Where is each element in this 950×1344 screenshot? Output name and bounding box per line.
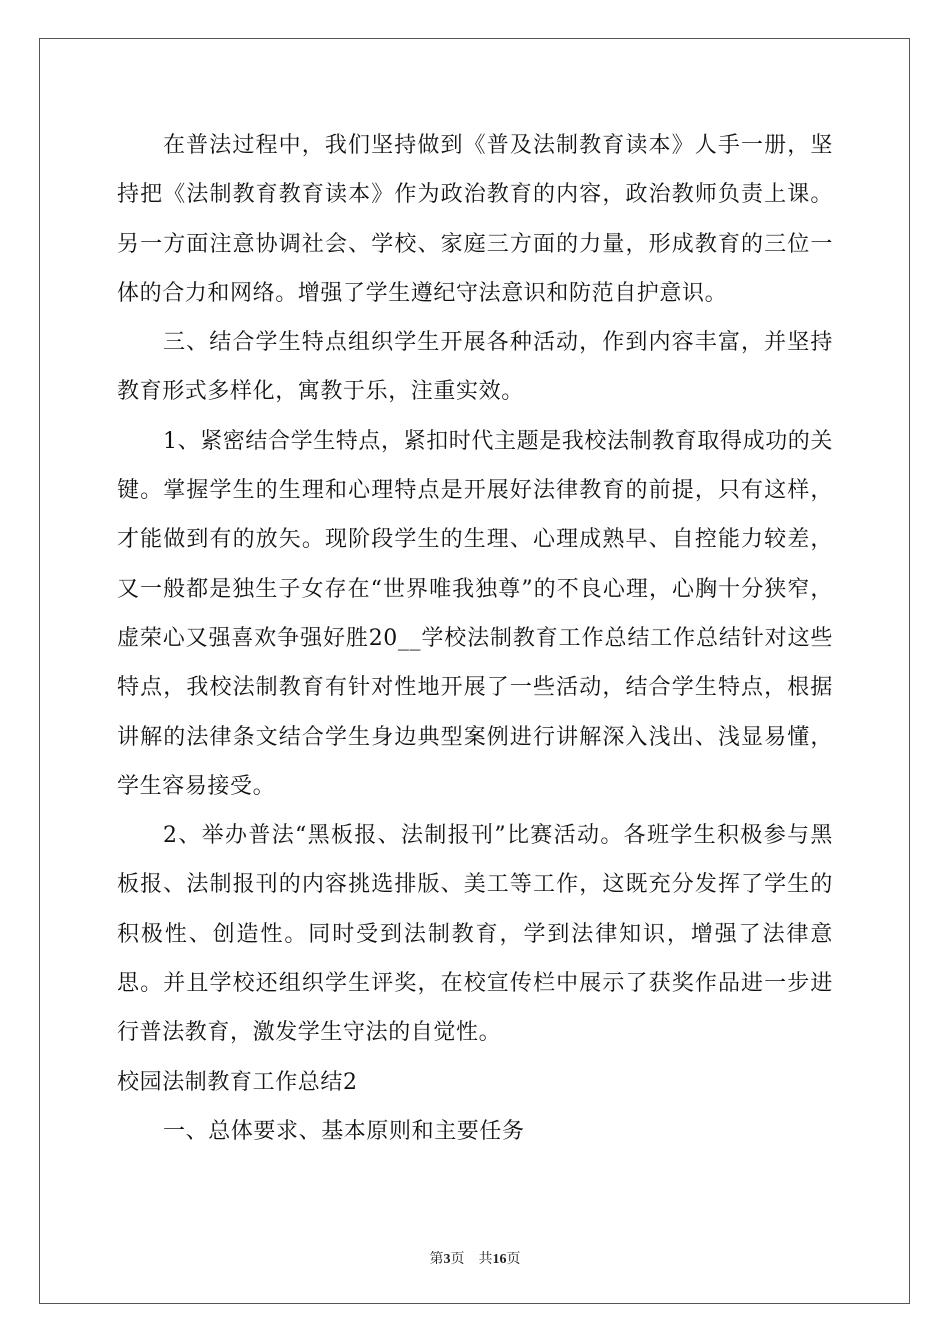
total-prefix: 共	[478, 1252, 493, 1267]
page-prefix: 第	[429, 1252, 444, 1267]
page-suffix: 页	[450, 1252, 465, 1267]
page-number: 3	[443, 1252, 451, 1267]
section-title: 校园法制教育工作总结2	[117, 1069, 358, 1095]
paragraph-3: 1、紧密结合学生特点，紧扣时代主题是我校法制教育取得成功的关键。掌握学生的生理和心理特点是开展好法律教育的前提，只有这样，才能做到有的放矢。现阶段学生的生理、心理成熟早、自控能力较差，又一般都是独生子女存在“世界唯我独尊”的不良心理，心胸十分狭窄，虚荣心又强喜欢争强好胜20__学校法制教育工作总结工作总结针对这些特点，我校法制教育有针对性地开展了一些活动，结合学生特点，根据讲解的法律条文结合学生身边典型案例进行讲解深入浅出、浅显易懂，学生容易接受。	[117, 428, 833, 799]
total-suffix: 页	[506, 1252, 521, 1267]
paragraph-2: 三、结合学生特点组织学生开展各种活动，作到内容丰富，并坚持教育形式多样化，寓教于乐，注重实效。	[117, 330, 833, 405]
paragraph-4: 2、举办普法“黑板报、法制报刊”比赛活动。各班学生积极参与黑板报、法制报刊的内容挑选排版、美工等工作，这既充分发挥了学生的积极性、创造性。同时受到法制教育，学到法律知识，增强了法律意思。并且学校还组织学生评奖，在校宣传栏中展示了获奖作品进一步进行普法教育，激发学生守法的自觉性。	[117, 823, 833, 1046]
document-body	[117, 121, 833, 1156]
total-pages: 16	[492, 1252, 507, 1267]
page-footer	[0, 1248, 950, 1268]
sub-heading: 一、总体要求、基本原则和主要任务	[163, 1118, 525, 1144]
paragraph-1: 在普法过程中，我们坚持做到《普及法制教育读本》人手一册，坚持把《法制教育教育读本》作为政治教育的内容，政治教师负责上课。另一方面注意协调社会、学校、家庭三方面的力量，形成教育的三位一体的合力和网络。增强了学生遵纪守法意识和防范自护意识。	[117, 133, 833, 306]
